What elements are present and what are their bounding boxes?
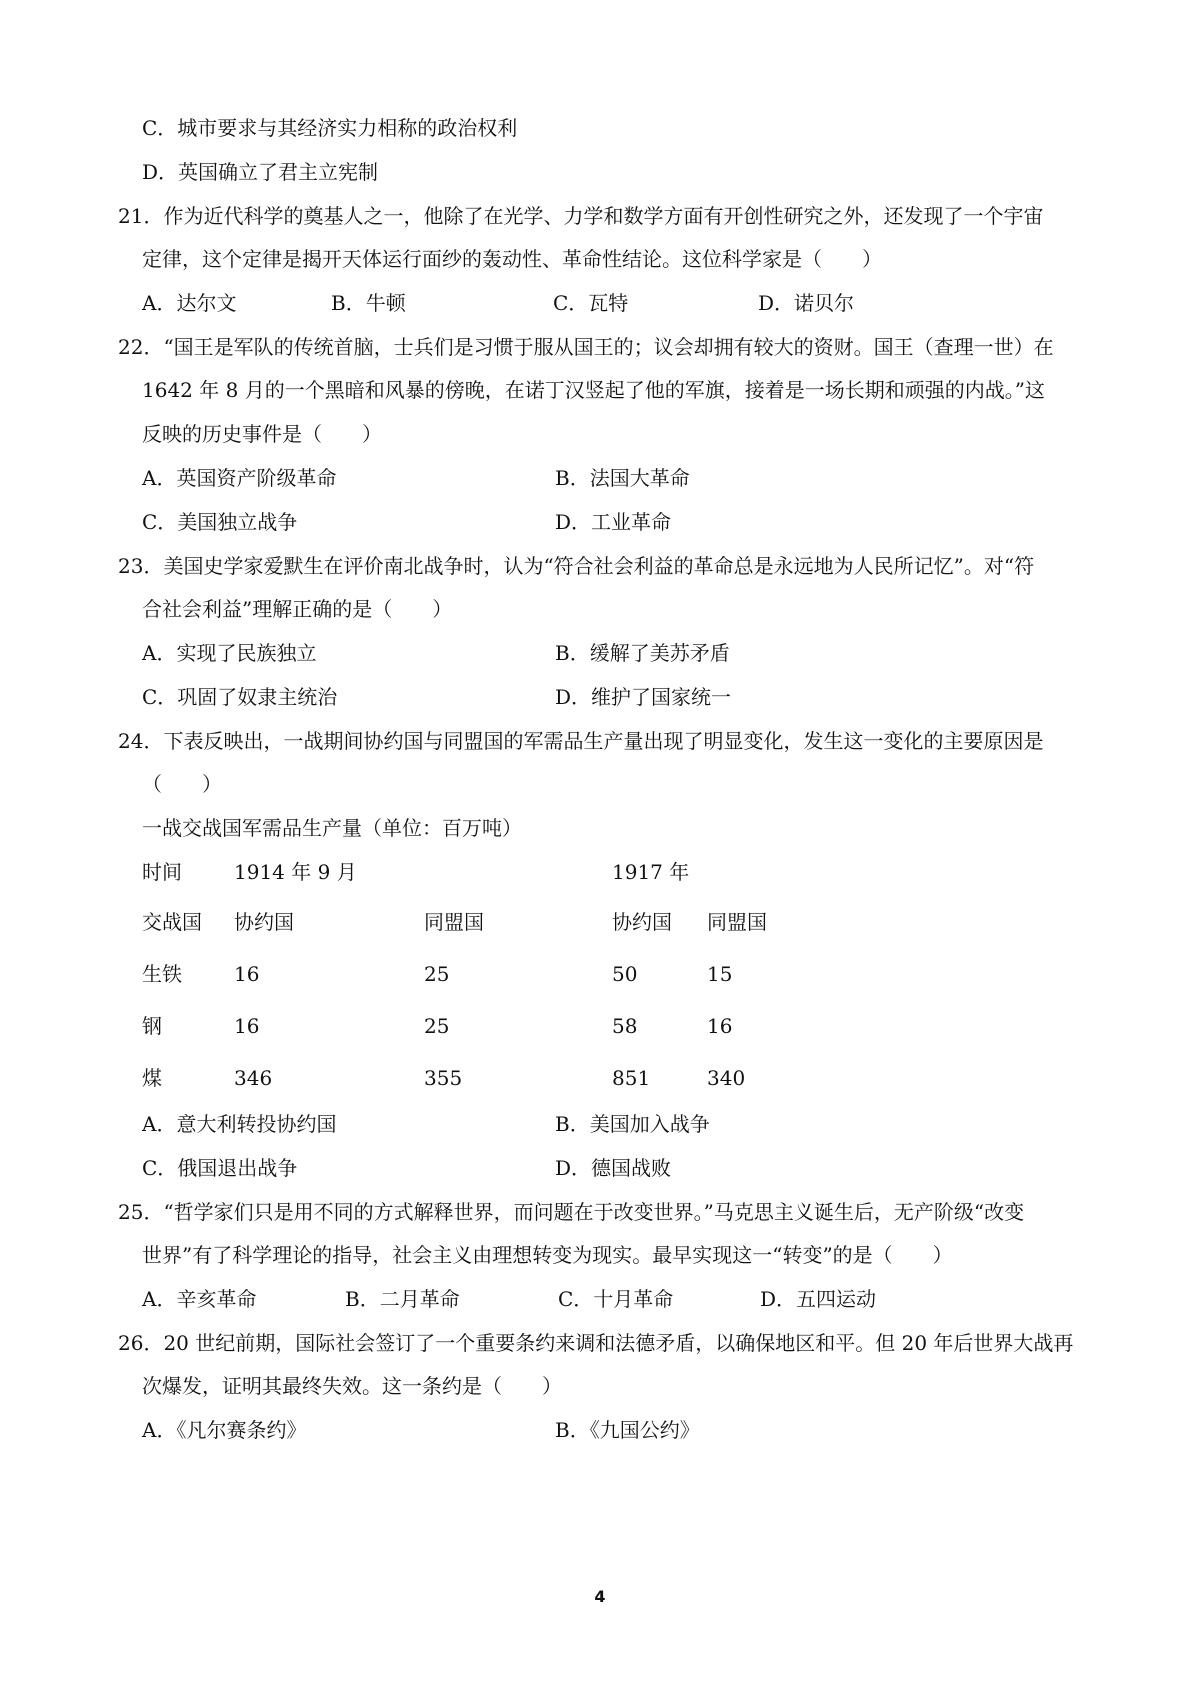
table-title: 一战交战国军需品生产量（单位：百万吨） bbox=[142, 816, 522, 840]
table-header-1914: 1914 年 9 月 bbox=[234, 860, 357, 884]
q21-option-d: D．诺贝尔 bbox=[758, 291, 855, 315]
question-24-text: 24．下表反映出，一战期间协约国与同盟国的军需品生产量出现了明显变化，发生这一变化的主要原因是 bbox=[118, 729, 1044, 753]
question-22-text-cont1: 1642 年 8 月的一个黑暗和风暴的傍晚，在诺丁汉竖起了他的军旗，接着是一场长期和顽强的内战。”这 bbox=[142, 378, 1045, 402]
q25-option-c: C．十月革命 bbox=[558, 1287, 674, 1311]
q24-option-c: C．俄国退出战争 bbox=[142, 1156, 298, 1180]
table-cell: 58 bbox=[612, 1014, 638, 1038]
question-23-text-cont: 合社会利益”理解正确的是（ ） bbox=[142, 597, 453, 621]
table-header-central-1917: 同盟国 bbox=[707, 910, 767, 934]
table-row-iron-label: 生铁 bbox=[142, 962, 182, 986]
q24-option-a: A．意大利转投协约国 bbox=[142, 1112, 337, 1136]
q25-option-a: A．辛亥革命 bbox=[142, 1287, 257, 1311]
q21-option-c: C．瓦特 bbox=[553, 291, 629, 315]
table-row-steel-label: 钢 bbox=[142, 1014, 162, 1038]
page-number: 4 bbox=[594, 1587, 606, 1606]
question-22-text: 22．“国王是军队的传统首脑，士兵们是习惯于服从国王的；议会却拥有较大的资财。国王（查理一世）在 bbox=[118, 335, 1054, 359]
question-26-text: 26．20 世纪前期，国际社会签订了一个重要条约来调和法德矛盾，以确保地区和平。但 20 年后世界大战再 bbox=[118, 1331, 1074, 1355]
table-cell: 340 bbox=[707, 1066, 746, 1090]
question-26-text-cont: 次爆发，证明其最终失效。这一条约是（ ） bbox=[142, 1374, 562, 1398]
table-header-allied-1917: 协约国 bbox=[612, 910, 672, 934]
table-cell: 346 bbox=[234, 1066, 273, 1090]
q22-option-d: D．工业革命 bbox=[555, 510, 672, 534]
table-cell: 355 bbox=[424, 1066, 463, 1090]
table-header-central-1914: 同盟国 bbox=[424, 910, 484, 934]
q23-option-b: B．缓解了美苏矛盾 bbox=[555, 641, 730, 665]
table-cell: 15 bbox=[707, 962, 733, 986]
table-cell: 851 bbox=[612, 1066, 651, 1090]
question-21-text-cont: 定律，这个定律是揭开天体运行面纱的轰动性、革命性结论。这位科学家是（ ） bbox=[142, 247, 882, 271]
table-cell: 50 bbox=[612, 962, 638, 986]
question-21-text: 21．作为近代科学的奠基人之一，他除了在光学、力学和数学方面有开创性研究之外，还发现了一个宇宙 bbox=[118, 204, 1044, 228]
q21-option-a: A．达尔文 bbox=[142, 291, 237, 315]
q22-option-b: B．法国大革命 bbox=[555, 466, 690, 490]
q22-option-a: A．英国资产阶级革命 bbox=[142, 466, 337, 490]
q22-option-c: C．美国独立战争 bbox=[142, 510, 298, 534]
table-header-1917: 1917 年 bbox=[612, 860, 690, 884]
q23-option-a: A．实现了民族独立 bbox=[142, 641, 317, 665]
question-25-text-cont: 世界”有了科学理论的指导，社会主义由理想转变为现实。最早实现这一“转变”的是（ ） bbox=[142, 1243, 953, 1267]
q24-option-d: D．德国战败 bbox=[555, 1156, 672, 1180]
table-cell: 25 bbox=[424, 962, 450, 986]
table-cell: 16 bbox=[234, 962, 260, 986]
question-24-text-cont: （ ） bbox=[142, 772, 222, 796]
table-header-allied-1914: 协约国 bbox=[234, 910, 294, 934]
q24-option-b: B．美国加入战争 bbox=[555, 1112, 710, 1136]
table-header-side: 交战国 bbox=[142, 910, 202, 934]
q21-option-b: B．牛顿 bbox=[331, 291, 406, 315]
q25-option-b: B．二月革命 bbox=[345, 1287, 460, 1311]
option-d-prev: D．英国确立了君主立宪制 bbox=[142, 160, 379, 184]
question-22-text-cont2: 反映的历史事件是（ ） bbox=[142, 422, 382, 446]
q23-option-c: C．巩固了奴隶主统治 bbox=[142, 685, 338, 709]
q23-option-d: D．维护了国家统一 bbox=[555, 685, 732, 709]
question-23-text: 23．美国史学家爱默生在评价南北战争时，认为“符合社会利益的革命总是永远地为人民所记忆”。对“符 bbox=[118, 554, 1035, 578]
table-cell: 16 bbox=[234, 1014, 260, 1038]
table-header-time: 时间 bbox=[142, 860, 182, 884]
question-25-text: 25．“哲学家们只是用不同的方式解释世界，而问题在于改变世界。”马克思主义诞生后，无产阶级“改变 bbox=[118, 1200, 1025, 1224]
q26-option-a: A．《凡尔赛条约》 bbox=[142, 1418, 307, 1442]
q26-option-b: B．《九国公约》 bbox=[555, 1418, 700, 1442]
table-cell: 16 bbox=[707, 1014, 733, 1038]
table-row-coal-label: 煤 bbox=[142, 1066, 162, 1090]
q25-option-d: D．五四运动 bbox=[760, 1287, 877, 1311]
option-c-prev: C．城市要求与其经济实力相称的政治权利 bbox=[142, 116, 518, 140]
table-cell: 25 bbox=[424, 1014, 450, 1038]
